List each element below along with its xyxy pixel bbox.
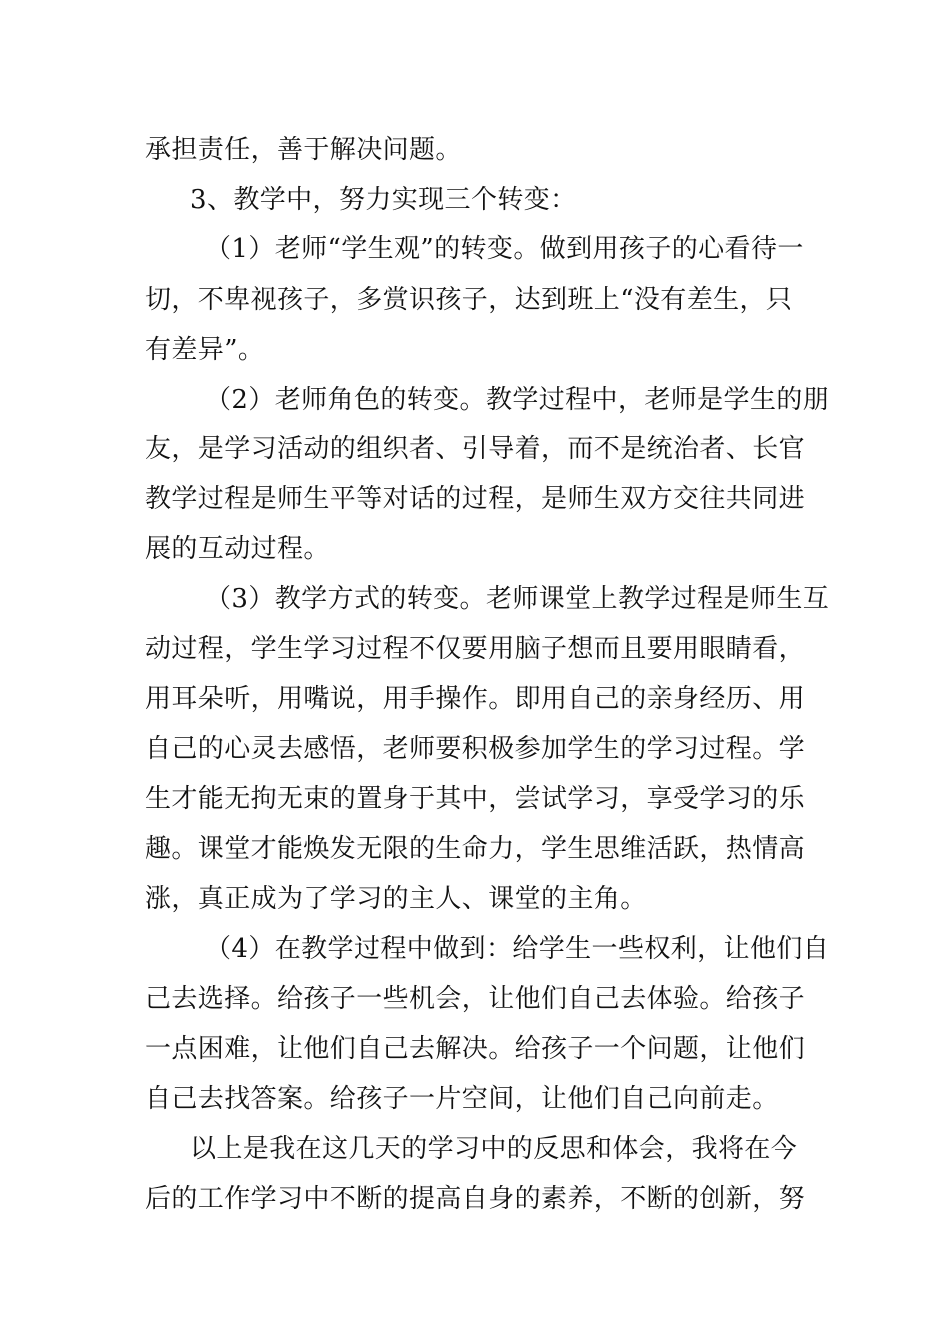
- paragraph-3-line: 自己的心灵去感悟，老师要积极参加学生的学习过程。学: [145, 734, 806, 764]
- paragraph-3-line: 用耳朵听，用嘴说，用手操作。即用自己的亲身经历、用: [145, 684, 806, 714]
- paragraph-4-line: 一点困难，让他们自己去解决。给孩子一个问题，让他们: [145, 1034, 806, 1064]
- paragraph-1-line: 切，不卑视孩子，多赏识孩子，达到班上“没有差生，只: [145, 285, 793, 315]
- paragraph-4-line: 己去选择。给孩子一些机会，让他们自己去体验。给孩子: [145, 984, 806, 1014]
- paragraph-2-line: 展的互动过程。: [145, 534, 330, 564]
- paragraph-3-line: （3）教学方式的转变。老师课堂上教学过程是师生互: [205, 584, 830, 614]
- paragraph-4-line: （4）在教学过程中做到：给学生一些权利，让他们自: [205, 934, 830, 964]
- paragraph-1-line: 有差异”。: [145, 335, 265, 365]
- paragraph-2-line: 教学过程是师生平等对话的过程，是师生双方交往共同进: [145, 484, 806, 514]
- paragraph-4-line: 自己去找答案。给孩子一片空间，让他们自己向前走。: [145, 1084, 779, 1114]
- paragraph-2-line: （2）老师角色的转变。教学过程中，老师是学生的朋: [205, 385, 830, 415]
- paragraph-3-line: 生才能无拘无束的置身于其中，尝试学习，享受学习的乐: [145, 784, 806, 814]
- closing-paragraph-line: 以上是我在这几天的学习中的反思和体会，我将在今: [190, 1134, 798, 1164]
- closing-paragraph-line: 后的工作学习中不断的提高自身的素养，不断的创新，努: [145, 1184, 806, 1214]
- paragraph-3-line: 动过程，学生学习过程不仅要用脑子想而且要用眼睛看，: [145, 634, 806, 664]
- text-line: 承担责任，善于解决问题。: [145, 135, 462, 165]
- section-heading: 3、教学中，努力实现三个转变：: [190, 185, 577, 215]
- paragraph-3-line: 趣。课堂才能焕发无限的生命力，学生思维活跃，热情高: [145, 834, 806, 864]
- paragraph-2-line: 友，是学习活动的组织者、引导着，而不是统治者、长官: [145, 434, 806, 464]
- paragraph-1-line: （1）老师“学生观”的转变。做到用孩子的心看待一: [205, 234, 804, 264]
- paragraph-3-line: 涨，真正成为了学习的主人、课堂的主角。: [145, 884, 647, 914]
